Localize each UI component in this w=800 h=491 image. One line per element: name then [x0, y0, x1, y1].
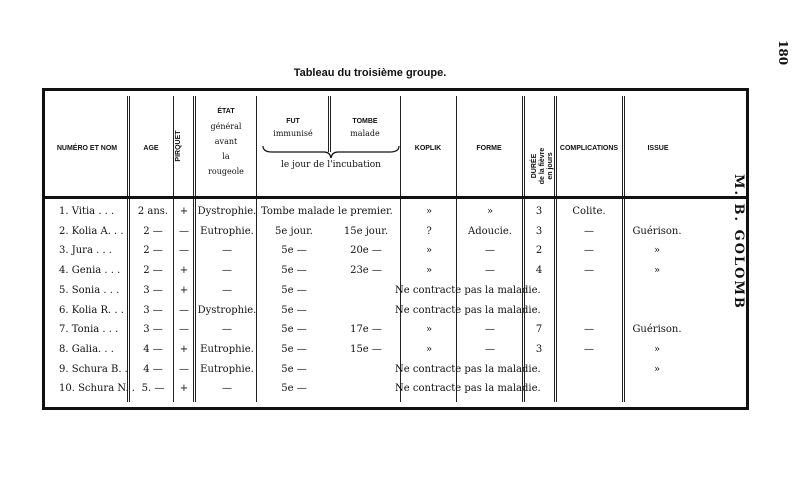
cell-age: 2 ans. [137, 206, 169, 217]
cell-complications: — [584, 324, 594, 336]
cell-age: 3 — [143, 284, 163, 296]
cell-etat: — [222, 265, 232, 277]
table-row [45, 341, 746, 361]
cell-koplik: » [425, 324, 433, 336]
cell-pirquet: — [179, 304, 189, 316]
cell-complications: Colite. [572, 206, 606, 217]
header-complications: COMPLICATIONS [559, 145, 619, 152]
cell-pirquet: — [179, 225, 189, 237]
cell-complications: — [584, 343, 594, 355]
cell-fut: 5e — [281, 284, 307, 296]
table-row [45, 223, 746, 243]
cell-duree: 3 [535, 206, 543, 217]
cell-etat: — [222, 284, 232, 296]
cell-issue: » [653, 343, 661, 355]
cell-pirquet: + [179, 343, 189, 355]
cell-age: 2 — [143, 245, 163, 257]
cell-age: 2 — [143, 225, 163, 237]
cell-num: 7. Tonia . . . [59, 324, 119, 336]
cell-num: 4. Genia . . . [59, 265, 121, 277]
table-row [45, 302, 746, 322]
cell-pirquet: — [179, 245, 189, 257]
header-pirquet: PIRQUET [175, 130, 182, 162]
cell-num: 2. Kolia A. . . [59, 225, 124, 237]
cell-tombe: 15e jour. [343, 225, 389, 237]
cell-age: 3 — [143, 304, 163, 316]
cell-koplik: » [425, 343, 433, 355]
cell-complications: — [584, 225, 594, 237]
cell-koplik: » [425, 265, 433, 277]
table-row [45, 321, 746, 341]
cell-pirquet: + [179, 265, 189, 277]
cell-forme: — [485, 343, 495, 355]
cell-forme: — [485, 265, 495, 277]
brace-icon [262, 145, 400, 159]
header-numero: NUMÉRO ET NOM [56, 145, 118, 152]
cell-forme: — [485, 245, 495, 257]
table-row [45, 282, 746, 302]
cell-etat: Eutrophie. [200, 225, 254, 237]
cell-duree: 7 [535, 324, 543, 336]
cell-fut: 5e — [281, 383, 307, 395]
cell-num: 8. Galia. . . [59, 343, 114, 355]
cell-age: 2 — [143, 265, 163, 277]
cell-koplik: » [425, 206, 433, 217]
cell-tombe: 23e — [350, 265, 382, 277]
cell-koplik: » [425, 245, 433, 257]
table-row [45, 203, 746, 223]
cell-fut: 5e — [281, 245, 307, 257]
cell-fut: 5e — [281, 324, 307, 336]
cell-span-note: Ne contracte pas la maladie. [395, 383, 541, 395]
cell-span-note: Tombe malade le premier. [261, 206, 393, 217]
cell-pirquet: + [179, 284, 189, 296]
table-row [45, 262, 746, 282]
cell-duree: 3 [535, 225, 543, 237]
cell-age: 5. — [141, 383, 165, 395]
cell-issue: Guérison. [632, 324, 682, 336]
cell-fut: 5e jour. [275, 225, 313, 237]
cell-etat: Dystrophie. [197, 206, 257, 217]
cell-fut: 5e — [281, 304, 307, 316]
cell-age: 3 — [143, 324, 163, 336]
cell-fut: 5e — [281, 343, 307, 355]
cell-forme: Adoucie. [468, 225, 512, 237]
cell-etat: — [222, 383, 232, 395]
cell-age: 4 — [143, 343, 163, 355]
cell-span-note: Ne contracte pas la maladie. [395, 304, 541, 316]
cell-issue: Guérison. [632, 225, 682, 237]
cell-forme: — [485, 324, 495, 336]
cell-issue: » [653, 265, 661, 277]
cell-fut: 5e — [281, 363, 307, 375]
table-caption: Tableau du troisième groupe. [293, 67, 447, 79]
header-incubation: le jour de l'incubation [281, 160, 381, 170]
cell-duree: 2 [535, 245, 543, 257]
cell-duree: 3 [535, 343, 543, 355]
cell-pirquet: + [179, 383, 189, 395]
page-number: 180 [776, 40, 790, 66]
cell-fut: 5e — [281, 265, 307, 277]
cell-num: 10. Schura N. . [59, 383, 135, 395]
header-issue: ISSUE [647, 145, 669, 152]
cell-pirquet: — [179, 324, 189, 336]
header-forme: FORME [476, 145, 502, 152]
table-row [45, 242, 746, 262]
header-age: AGE [143, 145, 159, 152]
cell-etat: Dystrophie. [197, 304, 257, 316]
cell-complications: — [584, 245, 594, 257]
cell-etat: — [222, 245, 232, 257]
header-duree: DURÉE de la fièvre en jours [531, 147, 554, 185]
cell-etat: Eutrophie. [200, 363, 254, 375]
header-koplik: KOPLIK [414, 145, 442, 152]
cell-num: 5. Sonia . . . [59, 284, 120, 296]
header-rule [45, 196, 746, 199]
cell-pirquet: — [179, 363, 189, 375]
cell-etat: Eutrophie. [200, 343, 254, 355]
cell-koplik: ? [426, 225, 432, 237]
cell-span-note: Ne contracte pas la maladie. [395, 363, 541, 375]
table-row [45, 380, 746, 400]
cell-issue: » [653, 363, 661, 375]
cell-num: 6. Kolia R. . . [59, 304, 124, 316]
running-head: M. B. GOLOMB [731, 174, 746, 310]
cell-etat: — [222, 324, 232, 336]
cell-tombe: 20e — [350, 245, 382, 257]
cell-num: 3. Jura . . . [59, 245, 112, 257]
cell-age: 4 — [143, 363, 163, 375]
cell-span-note: Ne contracte pas la maladie. [395, 284, 541, 296]
cell-tombe: 17e — [350, 324, 382, 336]
cell-complications: — [584, 265, 594, 277]
cell-num: 9. Schura B. . [59, 363, 128, 375]
cell-forme: » [486, 206, 494, 217]
cell-pirquet: + [179, 206, 189, 217]
cell-issue: » [653, 245, 661, 257]
cell-duree: 4 [535, 265, 543, 277]
cell-num: 1. Vitia . . . [59, 206, 115, 217]
table-row [45, 361, 746, 381]
cell-tombe: 15e — [350, 343, 382, 355]
